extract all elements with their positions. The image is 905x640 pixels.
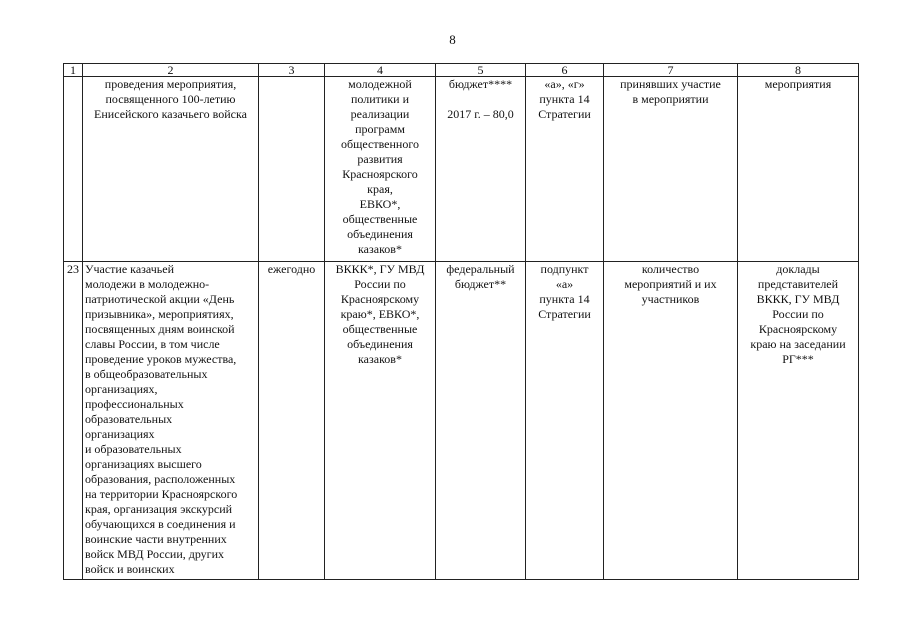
column-number: 5 [436, 64, 526, 77]
column-number: 6 [526, 64, 604, 77]
column-number: 8 [738, 64, 859, 77]
result-cell: мероприятия [738, 77, 859, 262]
row-number-cell [64, 77, 83, 262]
column-number: 4 [325, 64, 436, 77]
indicator-cell: количество мероприятий и их участников [604, 262, 738, 580]
strategy-cell: подпункт «а» пункта 14 Стратегии [526, 262, 604, 580]
executors-cell: ВККК*, ГУ МВД России по Красноярскому краю*, ЕВКО*, общественные объединения казаков* [325, 262, 436, 580]
executors-cell: молодежной политики и реализации программ общественного развития Красноярского края, ЕВКО*, общественные объединения казаков* [325, 77, 436, 262]
column-number-row [64, 64, 859, 77]
row-number-cell: 23 [64, 262, 83, 580]
table-row [64, 77, 859, 262]
strategy-cell: «а», «г» пункта 14 Стратегии [526, 77, 604, 262]
column-number: 7 [604, 64, 738, 77]
period-cell [259, 77, 325, 262]
column-number: 2 [83, 64, 259, 77]
event-cell: Участие казачьей молодежи в молодежно- патриотической акции «День призывника», мероприятиях, посвященных дням воинской славы России, в том числе проведение уроков мужества, в общеобразовательных организациях, профессиональных образовательных организациях и образовательных организациях высшего образования, расположенных на территории Красноярского края, организация экскурсий обучающихся в соединения и воинские части внутренних войск МВД России, других войск и воинских [83, 262, 259, 580]
indicator-cell: принявших участие в мероприятии [604, 77, 738, 262]
funding-cell: бюджет**** 2017 г. – 80,0 [436, 77, 526, 262]
result-cell: доклады представителей ВККК, ГУ МВД России по Красноярскому краю на заседании РГ*** [738, 262, 859, 580]
page-number: 8 [449, 32, 456, 47]
column-number: 1 [64, 64, 83, 77]
period-cell: ежегодно [259, 262, 325, 580]
column-number: 3 [259, 64, 325, 77]
event-cell: проведения мероприятия, посвященного 100-летию Енисейского казачьего войска [83, 77, 259, 262]
funding-cell: федеральный бюджет** [436, 262, 526, 580]
table-row [64, 262, 859, 580]
plan-table [63, 63, 859, 580]
